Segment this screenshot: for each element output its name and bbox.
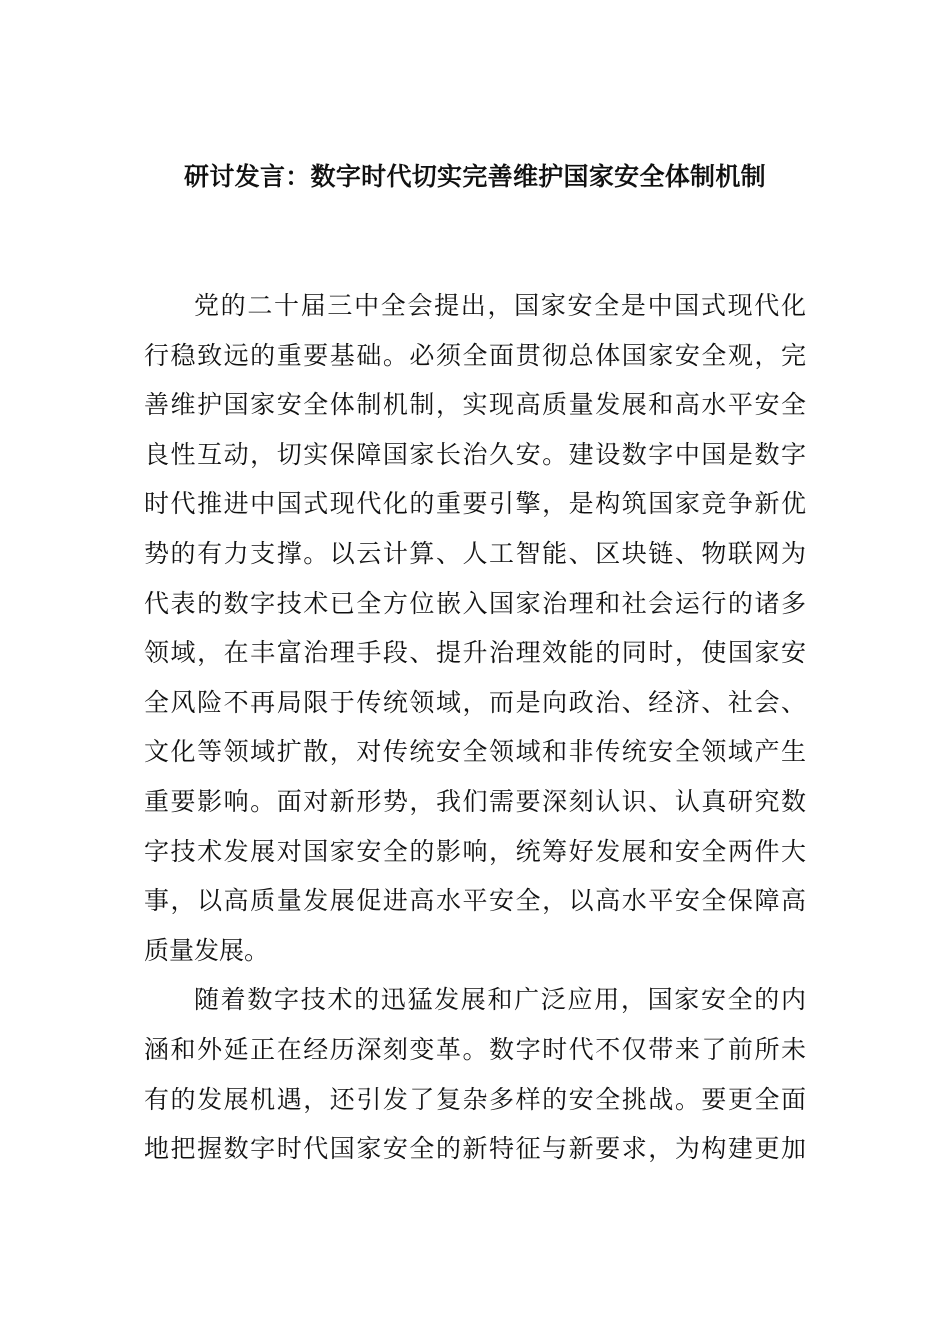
text-line: 代表的数字技术已全方位嵌入国家治理和社会运行的诸多 [144,588,806,618]
text-line: 全风险不再局限于传统领域，而是向政治、经济、社会、 [144,687,806,717]
text-line: 时代推进中国式现代化的重要引擎，是构筑国家竞争新优 [144,489,806,519]
text-line: 事，以高质量发展促进高水平安全，以高水平安全保障高 [144,886,806,916]
paragraph-2 [144,975,806,1173]
text-line: 行稳致远的重要基础。必须全面贯彻总体国家安全观，完 [144,340,806,370]
text-line: 地把握数字时代国家安全的新特征与新要求，为构建更加 [144,1134,806,1164]
text-line: 质量发展。 [144,935,270,965]
text-line: 文化等领域扩散，对传统安全领域和非传统安全领域产生 [144,737,806,767]
document-body [144,281,806,1174]
text-line: 涵和外延正在经历深刻变革。数字时代不仅带来了前所未 [144,1034,806,1064]
text-line: 字技术发展对国家安全的影响，统筹好发展和安全两件大 [144,836,806,866]
text-line: 良性互动，切实保障国家长治久安。建设数字中国是数字 [144,439,806,469]
text-line: 有的发展机遇，还引发了复杂多样的安全挑战。要更全面 [144,1084,806,1114]
paragraph-1 [144,281,806,975]
text-line: 党的二十届三中全会提出，国家安全是中国式现代化 [194,291,806,320]
text-line: 势的有力支撑。以云计算、人工智能、区块链、物联网为 [144,538,806,568]
document-title: 研讨发言：数字时代切实完善维护国家安全体制机制 [184,162,766,191]
text-line: 领域，在丰富治理手段、提升治理效能的同时，使国家安 [144,638,806,668]
text-line: 随着数字技术的迅猛发展和广泛应用，国家安全的内 [194,985,806,1015]
text-line: 善维护国家安全体制机制，实现高质量发展和高水平安全 [144,390,806,420]
text-line: 重要影响。面对新形势，我们需要深刻认识、认真研究数 [144,786,806,816]
